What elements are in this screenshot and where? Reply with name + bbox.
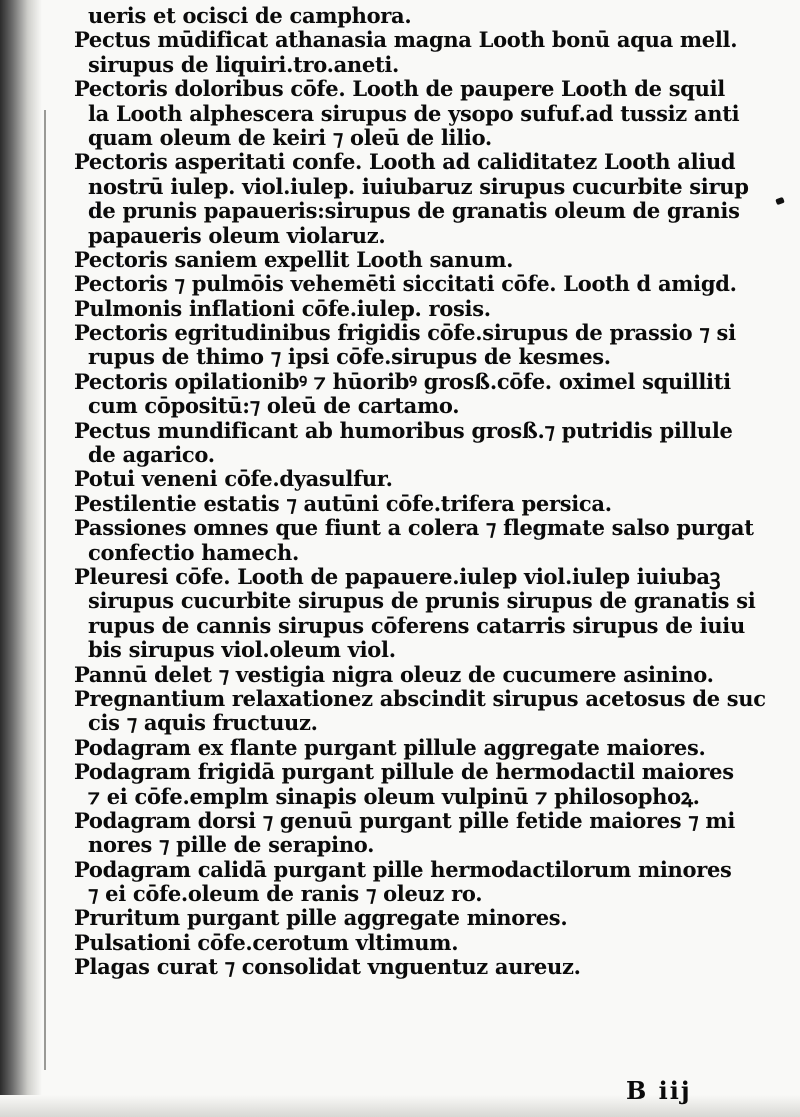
signature-mark: B iij bbox=[626, 1076, 692, 1105]
text-line: Pectoris ⁊ pulmōis vehemēti siccitati cōfe. Looth d amigd. bbox=[74, 271, 737, 297]
text-line: la Looth alphescera sirupus de ysopo sufuf.ad tussiz anti bbox=[88, 100, 740, 126]
entry-pectoris-doloribus bbox=[74, 76, 782, 150]
text-line: Pectoris egritudinibus frigidis cōfe.sirupus de prassio ⁊ si bbox=[74, 320, 736, 346]
entry-potui-veneni bbox=[74, 466, 782, 492]
entry-podagram-frigida bbox=[74, 759, 782, 809]
entry-pregnantium bbox=[74, 685, 782, 736]
text-line: Potui veneni cōfe.dyasulfur. bbox=[74, 466, 393, 492]
entry-pulsationi bbox=[74, 929, 782, 955]
ink-mark bbox=[775, 197, 785, 205]
gutter-edge bbox=[44, 110, 46, 1070]
text-line: Pulsationi cōfe.cerotum vltimum. bbox=[74, 929, 459, 955]
entry-pleuresi bbox=[74, 563, 782, 663]
text-line: Pectus mundificant ab humoribus grosß.⁊ putridis pillule bbox=[74, 417, 733, 443]
text-line: Podagram dorsi ⁊ genuū purgant pille fetide maiores ⁊ mi bbox=[74, 807, 736, 833]
text-line: papaueris oleum violaruz. bbox=[88, 222, 386, 248]
text-line: de agarico. bbox=[88, 442, 215, 468]
text-line: Pruritum purgant pille aggregate minores. bbox=[74, 905, 568, 931]
text-line: sirupus cucurbite sirupus de prunis sirupus de granatis si bbox=[88, 588, 756, 614]
entry-podagram-calida bbox=[74, 856, 782, 907]
entry-pruritum bbox=[74, 905, 782, 931]
text-line: ⁊ ei cōfe.oleum de ranis ⁊ oleuz ro. bbox=[88, 881, 483, 907]
entry-pectoris-saniem bbox=[74, 246, 782, 272]
text-line: Pectoris asperitati confe. Looth ad caliditatez Looth aliud bbox=[74, 149, 736, 175]
text-line: quam oleum de keiri ⁊ oleū de lilio. bbox=[88, 124, 492, 150]
text-line: Pectoris opilationibꝰ ⁊ hūoribꝰ grosß.cōfe. oximel squilliti bbox=[74, 368, 731, 394]
text-line: Podagram frigidā purgant pillule de hermodactil maiores bbox=[74, 759, 734, 785]
entry-pestilentie bbox=[74, 490, 782, 516]
entry-pannum bbox=[74, 661, 782, 687]
entry-pectoris-opilationibus bbox=[74, 368, 782, 419]
text-line: Passiones omnes que fiunt a colera ⁊ flegmate salso purgat bbox=[74, 515, 754, 541]
entry-pectus-mundificant bbox=[74, 417, 782, 468]
text-line: nostrū iulep. viol.iulep. iuiubaruz sirupus cucurbite sirup bbox=[88, 173, 749, 199]
text-line: nores ⁊ pille de serapino. bbox=[88, 832, 375, 858]
text-line: ueris et ocisci de camphora. bbox=[88, 3, 412, 28]
text-line: Pannū delet ⁊ vestigia nigra oleuz de cucumere asinino. bbox=[74, 661, 714, 687]
text-line: Plagas curat ⁊ consolidat vnguentuz aureuz. bbox=[74, 954, 581, 980]
entry-pectoris-asperitati bbox=[74, 149, 782, 248]
entry-plagas bbox=[74, 954, 782, 980]
entry-passiones bbox=[74, 515, 782, 565]
text-line: Podagram calidā purgant pille hermodactilorum minores bbox=[74, 856, 732, 882]
text-line: Pectoris doloribus cōfe. Looth de paupere Looth de squil bbox=[74, 76, 725, 102]
text-column bbox=[74, 3, 782, 980]
entry-podagram-dorsi bbox=[74, 807, 782, 858]
text-line: Podagram ex flante purgant pillule aggregate maiores. bbox=[74, 734, 706, 760]
text-line: cis ⁊ aquis fructuuz. bbox=[88, 710, 318, 736]
text-line: Pulmonis inflationi cōfe.iulep. rosis. bbox=[74, 295, 491, 321]
text-line: Pregnantium relaxationez abscindit sirupus acetosus de suc bbox=[74, 685, 766, 711]
text-line: ⁊ ei cōfe.emplm sinapis oleum vulpinū ⁊ philosophoꝝ. bbox=[88, 783, 700, 809]
text-line: sirupus de liquiri.tro.aneti. bbox=[88, 51, 400, 77]
entry-pectoris-egritudinibus bbox=[74, 320, 782, 370]
text-line: de prunis papaueris:sirupus de granatis oleum de granis bbox=[88, 198, 740, 224]
binding-gutter bbox=[0, 0, 42, 1117]
text-line: cum cōpositū:⁊ oleū de cartamo. bbox=[88, 393, 460, 419]
text-line: Pectus mūdificat athanasia magna Looth bonū aqua mell. bbox=[74, 27, 738, 53]
entry-pectoris-pulmonis bbox=[74, 271, 782, 297]
text-line: confectio hamech. bbox=[88, 539, 299, 565]
text-line: Pectoris saniem expellit Looth sanum. bbox=[74, 246, 514, 272]
entry-podagram-flante bbox=[74, 734, 782, 760]
entry-pectus-mundificat bbox=[74, 27, 782, 77]
text-line: rupus de thimo ⁊ ipsi cōfe.sirupus de kesmes. bbox=[88, 344, 611, 370]
text-line: rupus de cannis sirupus cōferens catarris sirupus de iuiu bbox=[88, 612, 745, 638]
entry-1 bbox=[82, 4, 782, 28]
text-line: Pleuresi cōfe. Looth de papauere.iulep viol.iulep iuiubaꝫ bbox=[74, 563, 721, 589]
text-line: bis sirupus viol.oleum viol. bbox=[88, 637, 396, 663]
entry-pulmonis-inflationi bbox=[74, 295, 782, 321]
text-line: Pestilentie estatis ⁊ autūni cōfe.trifera persica. bbox=[74, 490, 612, 516]
